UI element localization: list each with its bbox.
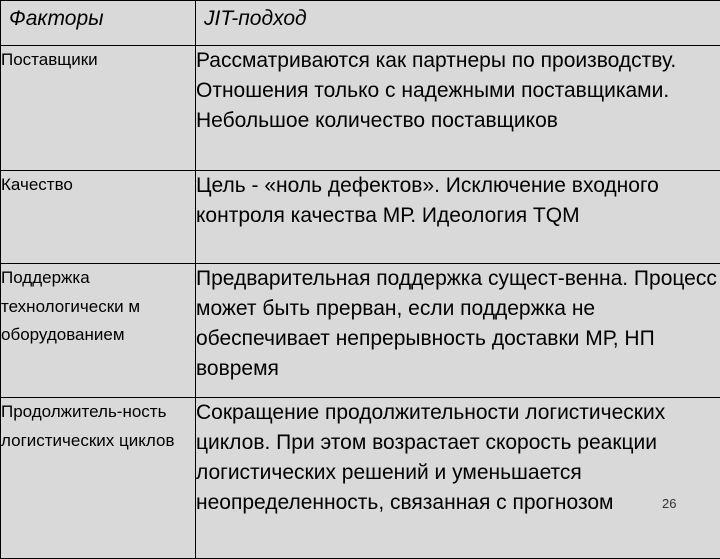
approach-text: Сокращение продолжительности логистических циклов. При этом возрастает скорость реакции логистических решений и уменьшается неопределенность, связанная с прогнозом: [196, 401, 665, 514]
approach-cycle-duration: [196, 398, 720, 559]
factor-cycle-duration: [1, 398, 196, 559]
approach-text: Цель - «ноль дефектов». Исключение входного контроля качества МР. Идеология TQM: [196, 174, 659, 227]
factor-equipment-support: [1, 264, 196, 398]
table-row: [1, 171, 720, 264]
table-row: [1, 398, 720, 559]
page-number: 26: [662, 496, 676, 511]
approach-suppliers: [196, 46, 720, 171]
factor-label: Поддержка технологически м оборудованием: [1, 268, 140, 344]
approach-quality: [196, 171, 720, 264]
approach-equipment-support: [196, 264, 720, 398]
factor-suppliers: [1, 46, 196, 171]
factor-label: Поставщики: [1, 50, 98, 69]
factor-quality: [1, 171, 196, 264]
table-header-row: [1, 1, 720, 46]
factor-label: Качество: [1, 175, 73, 194]
table-row: [1, 46, 720, 171]
approach-text: Предварительная поддержка сущест-венна. Процесс может быть прерван, если поддержка не обеспечивает непрерывность доставки МР, НП вовремя: [196, 267, 717, 380]
header-factors: Факторы: [1, 1, 196, 46]
table-row: [1, 264, 720, 398]
header-jit-approach: JIT-подход: [196, 1, 720, 46]
approach-text: Рассматриваются как партнеры по производству. Отношения только с надежными поставщиками. Небольшое количество поставщиков: [196, 49, 676, 132]
factor-label: Продолжитель-ность логистических циклов: [1, 402, 174, 450]
